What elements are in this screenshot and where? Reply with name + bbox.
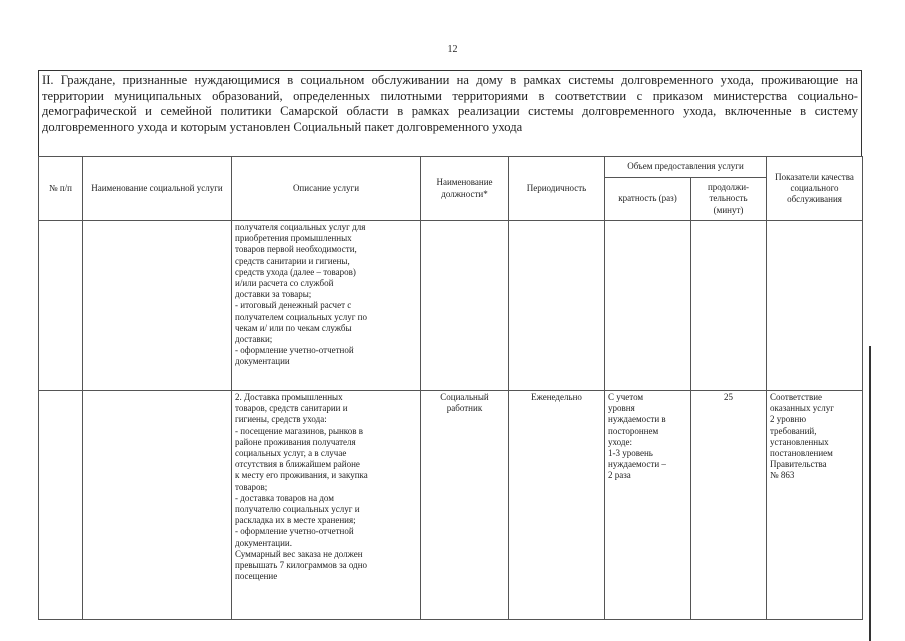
header-description: Описание услуги: [232, 157, 421, 221]
text-line: приобретения промышленных: [235, 233, 352, 244]
text-line: доставки за товары;: [235, 289, 312, 300]
row-1-duration: [691, 221, 767, 391]
text-line: раскладка их в месте хранения;: [235, 515, 356, 526]
row-2-description: [232, 391, 421, 620]
text-line: - итоговый денежный расчет с: [235, 300, 352, 311]
text-line: - оформление учетно-отчетной: [235, 345, 354, 356]
text-line: - оформление учетно-отчетной: [235, 526, 354, 537]
header-num: № п/п: [39, 157, 83, 221]
text-line: С учетом: [608, 392, 644, 402]
row-2-num: [39, 391, 83, 620]
row-1-quality: [767, 221, 863, 391]
row-2-multiplicity: [605, 391, 691, 620]
services-table: [38, 156, 863, 620]
section-heading: II. Граждане, признанные нуждающимися в социальном обслуживании на дому в рамках системы долговременного ухода, проживающие на территории муниципальных образований, определенных пилотными территориями в соответствии с приказом министерства социально-демографической и семейной политики Самарской области в рамках реализации системы долговременного ухода, включенные в систему долговременного ухода и которым установлен Социальный пакет долговременного ухода: [38, 70, 862, 156]
text-line: требований,: [770, 425, 817, 436]
margin-bar: [869, 346, 871, 641]
text-line: Суммарный вес заказа не должен: [235, 548, 363, 559]
row-1-position: [421, 221, 509, 391]
text-line: получателем социальных услуг по: [235, 311, 367, 322]
table-row: [39, 391, 863, 620]
text-line: 1-3 уровень: [608, 448, 653, 459]
text-line: средств санитарии и гигиены,: [235, 255, 350, 266]
text-line: - посещение магазинов, рынков в: [235, 425, 363, 436]
table-row: [39, 221, 863, 391]
text-line: документации: [235, 356, 290, 367]
text-line: товаров, средств санитарии и: [235, 403, 348, 414]
text-line: отсутствия в ближайшем районе: [235, 459, 360, 470]
header-volume-group: Объем предоставления услуги: [605, 157, 767, 178]
text-line: гигиены, средств ухода:: [235, 414, 327, 425]
text-line: установленных: [770, 436, 829, 447]
text-line: 2 раза: [608, 470, 631, 481]
row-1-service-name: [83, 221, 232, 391]
text-line: превышать 7 килограммов за одно: [235, 560, 368, 571]
text-line: Соответствие: [770, 392, 823, 402]
text-line: 2 уровню: [770, 414, 807, 425]
text-line: получателя социальных услуг для: [235, 222, 366, 232]
text-line: оказанных услуг: [770, 403, 834, 414]
text-line: посещение: [235, 571, 278, 582]
text-line: товаров первой необходимости,: [235, 244, 357, 255]
text-line: чекам и/ или по чекам службы: [235, 322, 352, 333]
row-2-quality-lines: [770, 392, 859, 482]
text-line: товаров;: [235, 481, 268, 492]
text-line: доставки;: [235, 334, 273, 345]
row-2-service-name: [83, 391, 232, 620]
header-duration: продолжи-тельность (минут): [691, 178, 767, 221]
header-multiplicity: кратность (раз): [605, 178, 691, 221]
text-line: социальных услуг, а в случае: [235, 448, 347, 459]
text-line: нуждаемости –: [608, 459, 666, 470]
text-line: средств ухода (далее – товаров): [235, 266, 356, 277]
text-line: нуждаемости в: [608, 414, 666, 425]
header-service-name: Наименование социальной услуги: [83, 157, 232, 221]
text-line: документации.: [235, 537, 292, 548]
text-line: Правительства: [770, 459, 827, 470]
row-2-duration: 25: [691, 391, 767, 620]
text-line: 2. Доставка промышленных: [235, 392, 343, 402]
text-line: - доставка товаров на дом: [235, 492, 334, 503]
text-line: № 863: [770, 470, 795, 481]
header-periodicity: Периодичность: [509, 157, 605, 221]
table-header-row: [39, 157, 863, 178]
row-1-multiplicity: [605, 221, 691, 391]
row-1-description-lines: [235, 222, 417, 368]
row-2-multiplicity-lines: [608, 392, 687, 482]
header-position: Наименование должности*: [421, 157, 509, 221]
text-line: уровня: [608, 403, 635, 414]
row-2-position: Социальный работник: [421, 391, 509, 620]
row-1-description: [232, 221, 421, 391]
row-2-quality: [767, 391, 863, 620]
header-quality: Показатели качества социального обслуживания: [767, 157, 863, 221]
page-number: 12: [447, 44, 458, 55]
text-line: и/или расчета со службой: [235, 278, 334, 289]
text-line: уходе:: [608, 436, 632, 447]
text-line: к месту его проживания, и закупка: [235, 470, 368, 481]
text-line: получателю социальных услуг и: [235, 504, 360, 515]
row-1-num: [39, 221, 83, 391]
row-2-description-lines: [235, 392, 417, 582]
text-line: постановлением: [770, 448, 833, 459]
text-line: районе проживания получателя: [235, 436, 356, 447]
text-line: постороннем: [608, 425, 659, 436]
row-2-periodicity: Еженедельно: [509, 391, 605, 620]
row-1-periodicity: [509, 221, 605, 391]
